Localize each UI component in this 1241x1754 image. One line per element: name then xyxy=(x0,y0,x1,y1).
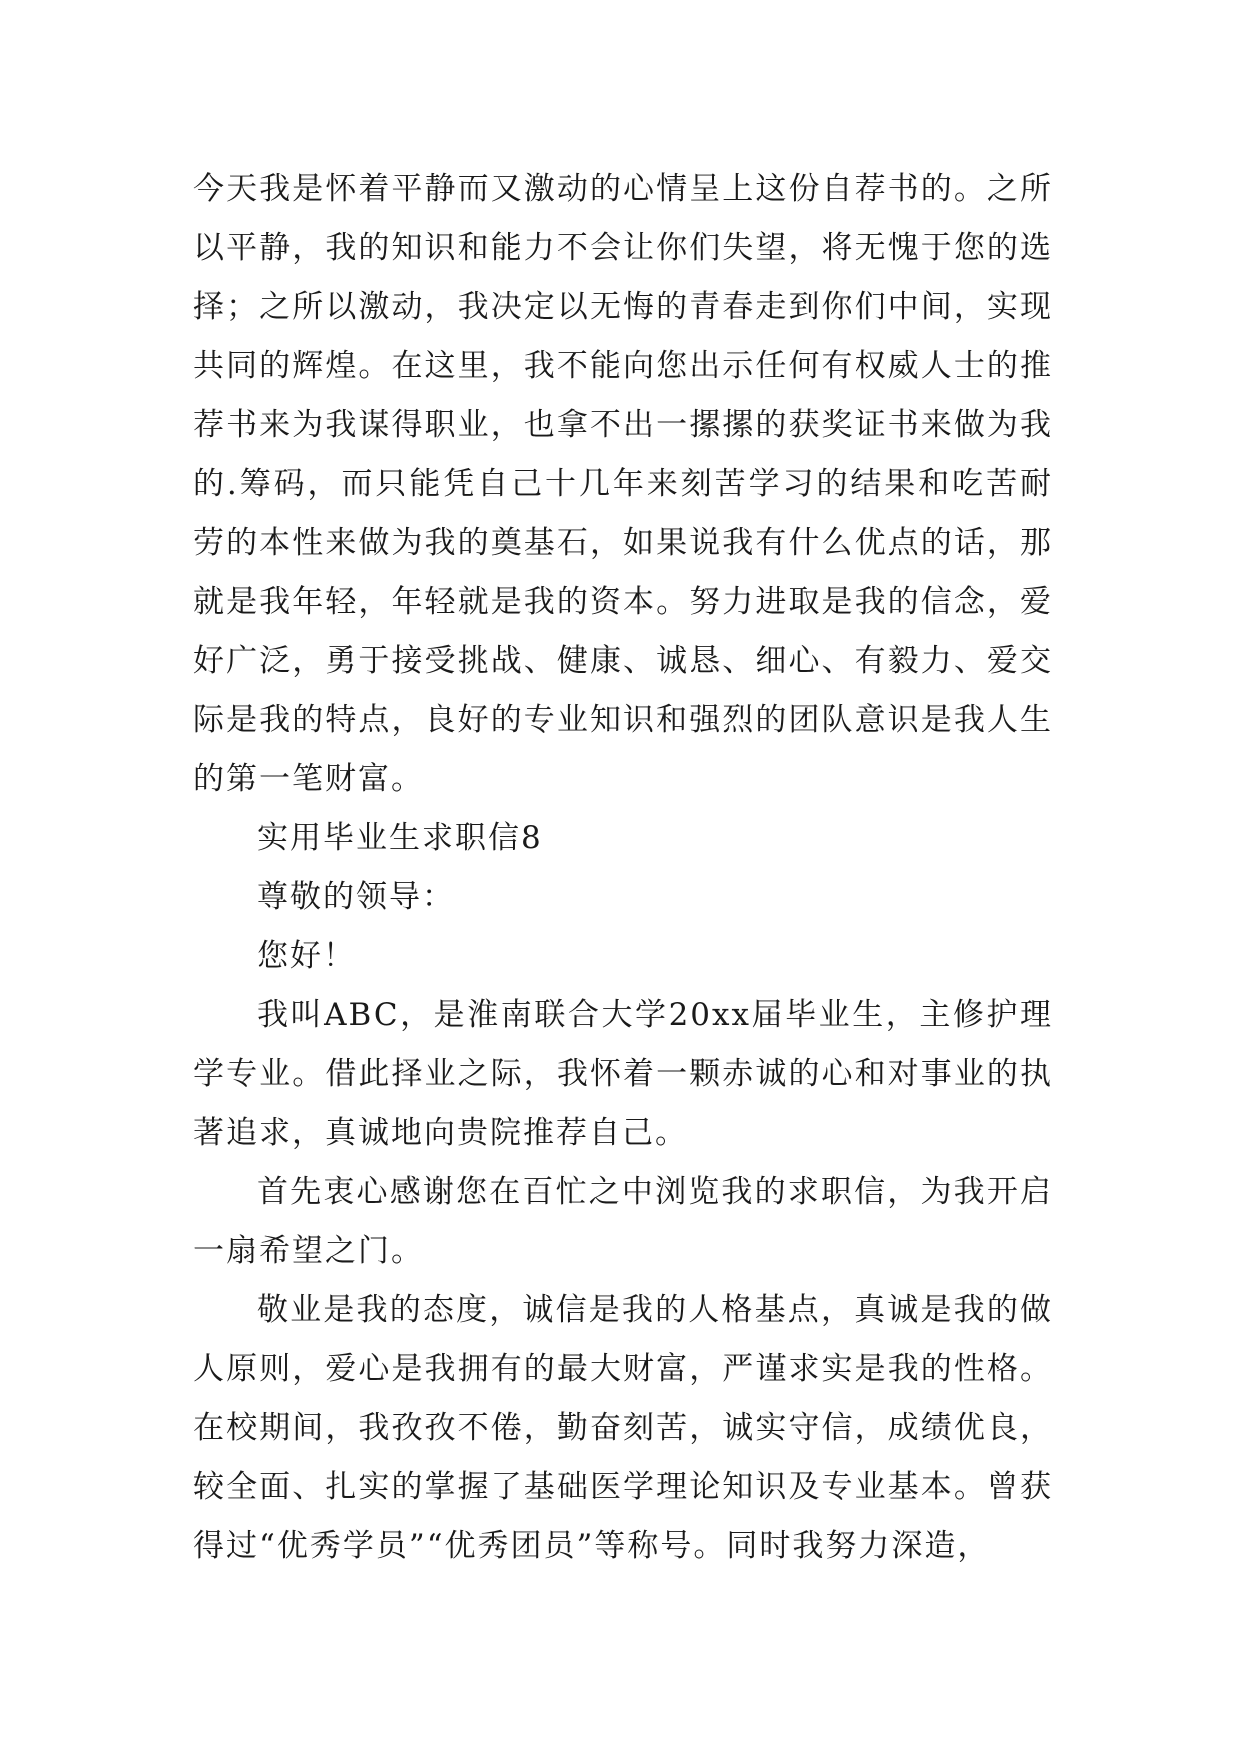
paragraph-self-recommendation: 今天我是怀着平静而又激动的心情呈上这份自荐书的。之所以平静，我的知识和能力不会让你们失望，将无愧于您的选择；之所以激动，我决定以无悔的青春走到你们中间，实现共同的辉煌。在这里，我不能向您出示任何有权威人士的推荐书来为我谋得职业，也拿不出一摞摞的获奖证书来做为我的.筹码，而只能凭自己十几年来刻苦学习的结果和吃苦耐劳的本性来做为我的奠基石，如果说我有什么优点的话，那就是我年轻，年轻就是我的资本。努力进取是我的信念，爱好广泛，勇于接受挑战、健康、诚恳、细心、有毅力、爱交际是我的特点，良好的专业知识和强烈的团队意识是我人生的第一笔财富。 xyxy=(193,171,1053,797)
greeting: 您好！ xyxy=(257,938,356,974)
salutation: 尊敬的领导： xyxy=(257,879,455,915)
paragraph-character: 敬业是我的态度，诚信是我的人格基点，真诚是我的做人原则，爱心是我拥有的最大财富，严谨求实是我的性格。在校期间，我孜孜不倦，勤奋刻苦，诚实守信，成绩优良，较全面、扎实的掌握了基础医学理论知识及专业基本。曾获得过“优秀学员”“优秀团员”等称号。同时我努力深造， xyxy=(193,1292,1053,1564)
letter-title: 实用毕业生求职信8 xyxy=(257,820,543,856)
paragraph-introduction: 我叫ABC，是淮南联合大学20xx届毕业生，主修护理学专业。借此择业之际，我怀着一颗赤诚的心和对事业的执著追求，真诚地向贵院推荐自己。 xyxy=(193,997,1053,1151)
letter-body xyxy=(193,160,1053,1576)
paragraph-thanks: 首先衷心感谢您在百忙之中浏览我的求职信，为我开启一扇希望之门。 xyxy=(193,1174,1053,1269)
